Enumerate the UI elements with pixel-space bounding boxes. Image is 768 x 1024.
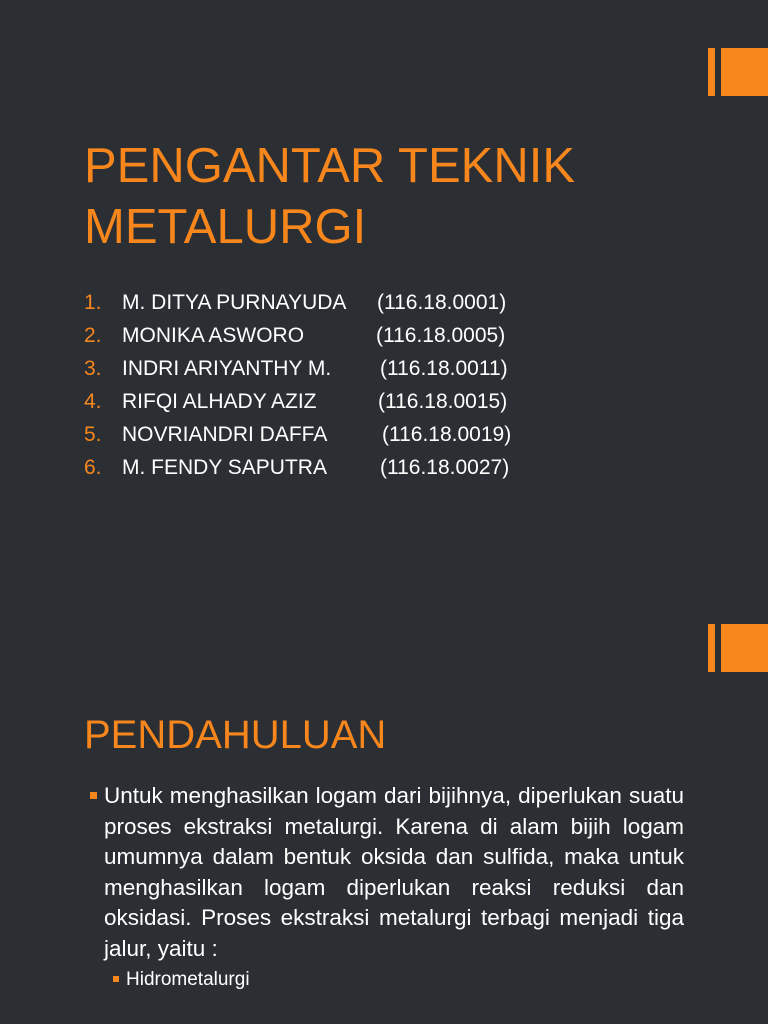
accent-block	[721, 48, 768, 96]
member-id: (116.18.0027)	[380, 456, 510, 479]
accent-mark	[708, 48, 768, 96]
slide-title-heading: PENGANTAR TEKNIK METALURGI	[84, 139, 576, 255]
accent-bar	[708, 48, 715, 96]
member-number: 3.	[84, 357, 102, 380]
member-name: INDRI ARIYANTHY M.	[122, 357, 332, 380]
member-id: (116.18.0005)	[376, 324, 506, 347]
sub-list	[104, 966, 684, 994]
content-list	[90, 781, 684, 994]
member-id: (116.18.0011)	[380, 357, 508, 380]
list-item	[90, 781, 684, 994]
section-heading: PENDAHULUAN	[84, 713, 387, 757]
slide-introduction	[0, 576, 768, 1024]
member-number: 2.	[84, 324, 102, 347]
member-name: MONIKA ASWORO	[122, 324, 305, 347]
bullet-square-icon	[113, 976, 119, 982]
member-number: 6.	[84, 456, 102, 479]
member-name: RIFQI ALHADY AZIZ	[122, 390, 317, 413]
bullet-square-icon	[90, 792, 97, 799]
member-id: (116.18.0001)	[377, 291, 507, 314]
sub-item-text: Hidrometalurgi	[126, 969, 250, 990]
sub-list-item	[104, 966, 684, 994]
paragraph-text: Untuk menghasilkan logam dari bijihnya, diperlukan suatu proses ekstraksi metalurgi. Karena di alam bijih logam umumnya dalam bentuk oksida dan sulfida, maka untuk menghasilkan logam diperlukan reaksi reduksi dan oksidasi. Proses ekstraksi metalurgi terbagi menjadi tiga jalur, yaitu :	[104, 783, 684, 961]
member-number: 5.	[84, 423, 102, 446]
member-id: (116.18.0015)	[378, 390, 508, 413]
member-name: M. FENDY SAPUTRA	[122, 456, 327, 479]
member-number: 1.	[84, 291, 102, 314]
accent-mark	[708, 624, 768, 672]
member-id: (116.18.0019)	[382, 423, 512, 446]
accent-block	[721, 624, 768, 672]
member-number: 4.	[84, 390, 102, 413]
member-name: NOVRIANDRI DAFFA	[122, 423, 328, 446]
accent-bar	[708, 624, 715, 672]
member-name: M. DITYA PURNAYUDA	[122, 291, 347, 314]
